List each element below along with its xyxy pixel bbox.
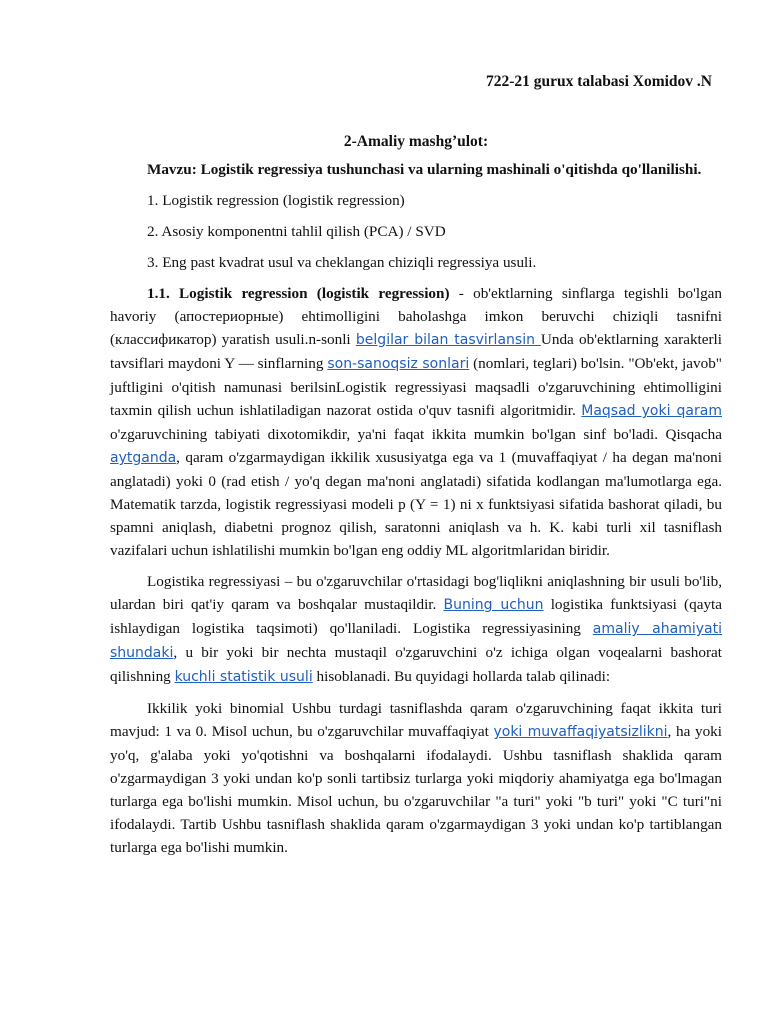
- paragraph-logistika: [110, 570, 722, 689]
- text-run: , u bir yoki bir nechta mustaqil o'zgaruvchini o'z ichiga olgan voqealarni bashorat qilishning: [110, 644, 722, 685]
- section-heading: 1.1. Logistik regression (logistik regression): [147, 285, 450, 302]
- text-run: - ob'ektlarning sinflarga tegishli bo'lgan havoriy (апостериорные) ehtimolligini baholashga imkon beruvchi chiziqli tasnifni (классификатор) yaratish usuli.n-sonli: [110, 285, 723, 348]
- topic-list: [110, 189, 722, 274]
- text-run: , ha yoki yo'q, g'alaba yoki yo'qotishni va boshqalarni ifodalaydi. Ushbu tasniflash shaklida qaram o'zgarmaydigan 3 yoki undan ko'p sonli tartibsiz turlarga yoki miqdoriy ahamiyatga ega bo'lmagan turlarga ega bo'lishi mumkin. Misol uchun, bu o'zgaruvchilar "a turi" yoki "b turi" yoki "C turi"ni ifodalaydi. Tartib Ushbu tasniflash shaklida qaram o'zgarmaydigan 3 yoki undan ko'p tartiblangan turlarga ega bo'lishi mumkin.: [110, 723, 722, 856]
- text-run: , qaram o'zgarmaydigan ikkilik xususiyatga ega va 1 (muvaffaqiyat / ha degan ma'noni anglatadi) yoki 0 (rad etish / yo'q degan ma'noni anglatadi) sifatida kodlangan ma'lumotlarga ega. Matematik tarzda, logistik regressiyasi modeli p (Y = 1) ni x funktsiyasi sifatida bashorat qiladi, bu spamni aniqlash, diabetni prognoz qilish, saratonni aniqlash va h. K. kabi turli xil tasniflash vazifalari uchun ishlatilishi mumkin bo'lgan eng oddiy ML algoritmlaridan biridir.: [110, 449, 722, 559]
- page-title: 2-Amaliy mashg’ulot:: [343, 133, 489, 150]
- text-run: (nomlari, teglari) bo'lsin. "Ob'ekt, javob" juftligini o'qitish namunasi berilsinLogistik regressiyasi maqsadli o'zgaruvchining ehtimolligini taxmin qilish uchun ishlatiladigan nazorat ostida o'quv tasnifi algoritmidir.: [110, 355, 722, 419]
- list-item: 1. Logistik regression (logistik regression): [147, 192, 405, 209]
- text-run: Unda ob'ektlarning xarakterli tavsiflari maydoni Y — sinflarning: [110, 331, 722, 372]
- author-line: 722-21 gurux talabasi Xomidov .N: [485, 73, 712, 90]
- list-item: 2. Asosiy komponentni tahlil qilish (PCA) / SVD: [147, 223, 446, 240]
- text-run: o'zgaruvchining tabiyati dixotomikdir, ya'ni faqat ikkita mumkin bo'lgan sinf bo'ladi. Qisqacha: [110, 426, 722, 443]
- topic-heading: Mavzu: Logistik regressiya tushunchasi va ularning mashinali o'qitishda qo'llanilishi.: [147, 161, 702, 178]
- text-run: Ikkilik yoki binomial Ushbu turdagi tasniflashda qaram o'zgaruvchining faqat ikkita turi mavjud: 1 va 0. Misol uchun, bu o'zgaruvchilar muvaffaqiyat: [110, 700, 722, 740]
- text-run: hisoblanadi. Bu quyidagi hollarda talab qilinadi:: [312, 668, 611, 685]
- document-body: [110, 158, 722, 867]
- paragraph-logistic-regression: [110, 282, 722, 562]
- text-run: logistika funktsiyasi (qayta ishlaydigan logistika taqsimoti) qo'llaniladi. Logistika regressiyasining: [110, 596, 722, 637]
- link-buning-uchun[interactable]: Buning uchun: [443, 597, 544, 613]
- text-run: Logistika regressiyasi – bu o'zgaruvchilar o'rtasidagi bog'liqlikni aniqlashning bir usuli bo'lib, ulardan biri qat'iy qaram va boshqalar mustaqildir.: [110, 573, 722, 613]
- link-kuchli-statistik[interactable]: kuchli statistik usuli: [174, 669, 313, 685]
- link-son-sanoqsiz[interactable]: son-sanoqsiz sonlari: [327, 356, 470, 372]
- list-item: 3. Eng past kvadrat usul va cheklangan chiziqli regressiya usuli.: [147, 254, 537, 271]
- link-amaliy-ahamiyati[interactable]: amaliy ahamiyati shundaki: [110, 621, 722, 661]
- link-maqsad[interactable]: Maqsad yoki qaram: [581, 403, 722, 419]
- link-muvaffaqiyatsizlik[interactable]: yoki muvaffaqiyatsizlikni: [493, 724, 668, 740]
- paragraph-binomial: [110, 697, 722, 859]
- link-belgilar[interactable]: belgilar bilan tasvirlansin: [355, 332, 541, 348]
- link-aytganda[interactable]: aytganda: [110, 450, 177, 466]
